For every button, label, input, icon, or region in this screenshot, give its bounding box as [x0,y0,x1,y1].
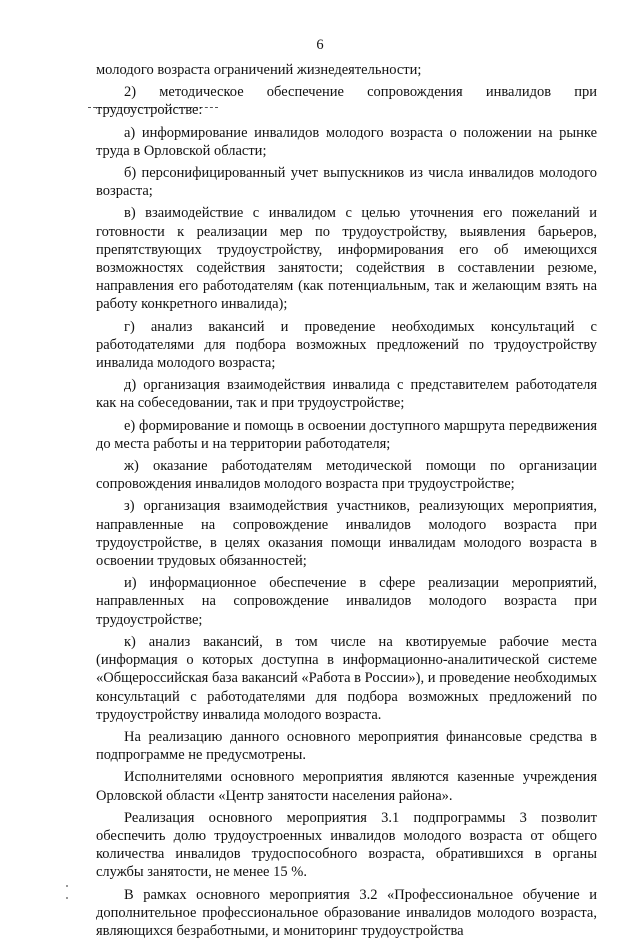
scan-speck [66,897,68,899]
paragraph: 2) методическое обеспечение сопровождения инвалидов при трудоустройстве: [96,84,597,119]
paragraph: а) информирование инвалидов молодого возраста о положении на рынке труда в Орловской области; [96,124,597,159]
paragraph: к) анализ вакансий, в том числе на квотируемые рабочие места (информация о которых доступна в информационно-аналитической системе «Общероссийская база вакансий «Работа в России»), и проведение необходимых консультаций с работодателями для подбора возможных предложений по трудоустройству инвалида молодого возраста. [96,633,597,723]
paragraph: На реализацию данного основного мероприятия финансовые средства в подпрограмме не предусмотрены. [96,728,597,764]
paragraph: ж) оказание работодателям методической помощи по организации сопровождения инвалидов молодого возраста при трудоустройстве; [96,458,597,493]
paragraph: и) информационное обеспечение в сфере реализации мероприятий, направленных на сопровождение инвалидов молодого возраста при трудоустройстве; [96,575,597,628]
paragraph: г) анализ вакансий и проведение необходимых консультаций с работодателями для подбора возможных предложений по трудоустройству инвалида молодого возраста; [96,318,597,372]
paragraph: е) формирование и помощь в освоении доступного маршрута передвижения до места работы и на территории работодателя; [96,417,597,452]
paragraph: Реализация основного мероприятия 3.1 подпрограммы 3 позволит обеспечить долю трудоустроенных инвалидов молодого возраста от общего количества инвалидов трудоспособного возраста, обратившихся в органы службы занятости, не менее 15 %. [96,809,597,881]
page-number: 6 [316,37,324,53]
paragraph: б) персонифицированный учет выпускников из числа инвалидов молодого возраста; [96,165,597,200]
paragraph: Исполнителями основного мероприятия являются казенные учреждения Орловской области «Центр занятости населения района». [96,769,597,804]
paragraph: з) организация взаимодействия участников, реализующих мероприятия, направленные на сопровождение инвалидов молодого возраста при трудоустройстве, в целях оказания помощи инвалидам молодого возраста в освоении трудовых обязанностей; [96,498,597,570]
paragraph: в) взаимодействие с инвалидом с целью уточнения его пожеланий и готовности к реализации мер по трудоустройству, выявления барьеров, препятствующих трудоустройству, информирования его об имеющихся возможностях содействия занятости; содействия в составлении резюме, направления его работодателям (как потенциальным, так и желающим взять на работу конкретного инвалида); [96,205,597,313]
paragraph: молодого возраста ограничений жизнедеятельности; [96,62,422,78]
paragraph: д) организация взаимодействия инвалида с представителем работодателя как на собеседовании, так и при трудоустройстве; [96,377,597,412]
document-body [96,61,597,944]
paragraph: В рамках основного мероприятия 3.2 «Профессиональное обучение и дополнительное профессиональное образование инвалидов молодого возраста, являющихся безработными, и мониторинг трудоустройства [96,886,597,939]
scan-speck [66,885,68,887]
